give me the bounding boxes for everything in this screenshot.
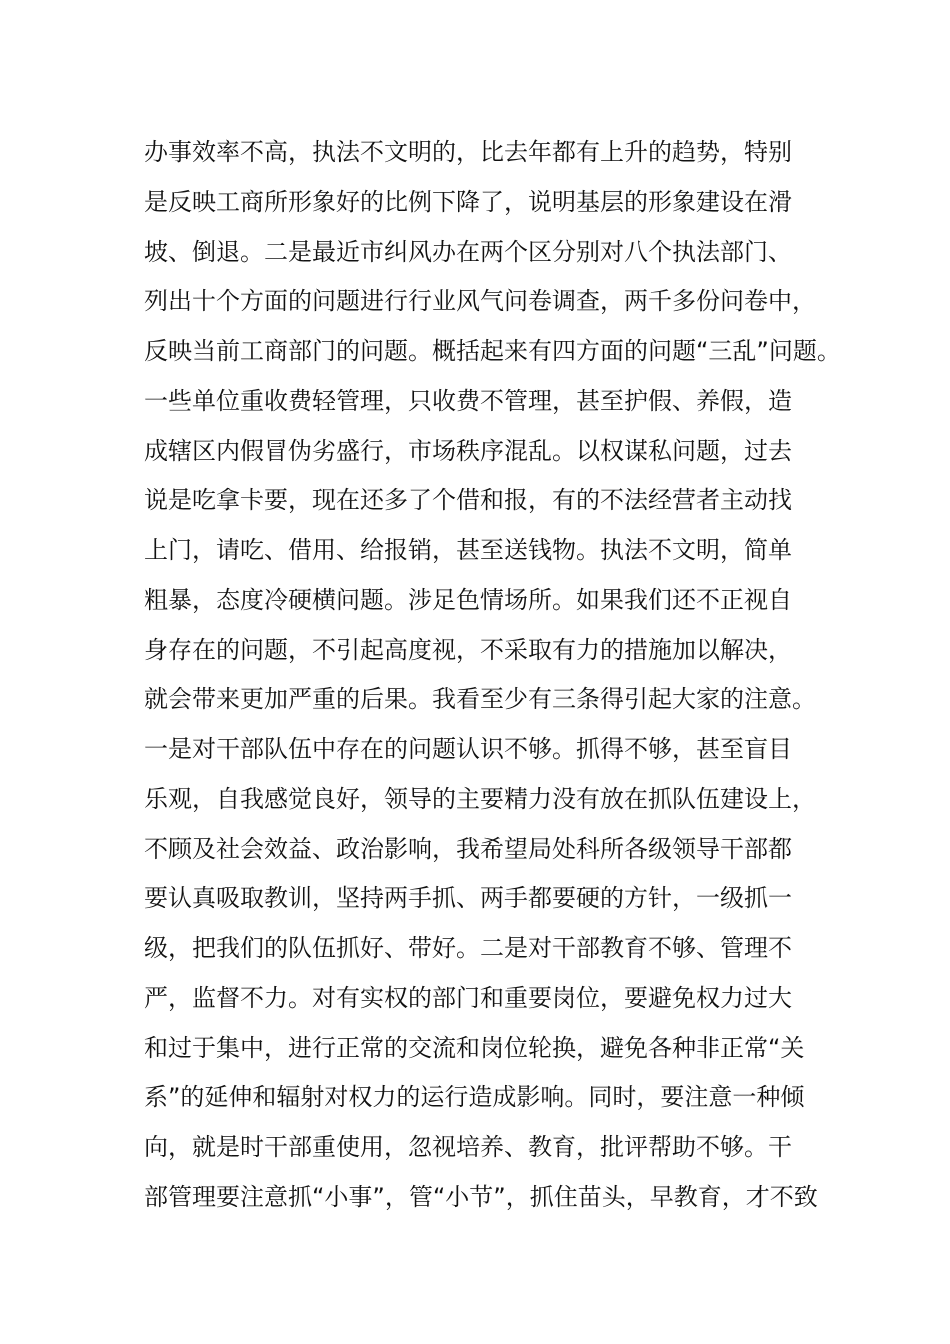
- text-line: 上门，请吃、借用、给报销，甚至送钱物。执法不文明，简单: [144, 536, 792, 564]
- text-line: 向，就是时干部重使用，忽视培养、教育，批评帮助不够。干: [144, 1133, 792, 1161]
- text-line: 不顾及社会效益、政治影响，我希望局处科所各级领导干部都: [144, 834, 792, 863]
- text-line: 和过于集中，进行正常的交流和岗位轮换，避免各种非正常“关: [144, 1033, 805, 1062]
- text-line: 部管理要注意抓“小事”，管“小节”，抓住苗头，早教育，才不致: [144, 1182, 818, 1211]
- text-line: 要认真吸取教训，坚持两手抓、两手都要硬的方针，一级抓一: [144, 884, 792, 913]
- text-line: 办事效率不高，执法不文明的，比去年都有上升的趋势，特别: [144, 138, 792, 166]
- text-line: 反映当前工商部门的问题。概括起来有四方面的问题“三乱”问题。: [144, 337, 841, 365]
- text-line: 说是吃拿卡要，现在还多了个借和报，有的不法经营者主动找: [144, 486, 792, 515]
- text-line: 是反映工商所形象好的比例下降了，说明基层的形象建设在滑: [144, 187, 792, 216]
- text-line: 坡、倒退。二是最近市纠风办在两个区分别对八个执法部门、: [144, 237, 792, 266]
- text-line: 身存在的问题，不引起高度视，不采取有力的措施加以解决，: [144, 635, 792, 664]
- text-line: 粗暴，态度冷硬横问题。涉足色情场所。如果我们还不正视自: [144, 585, 792, 614]
- body-text: [144, 128, 841, 1223]
- text-line: 系”的延伸和辐射对权力的运行造成影响。同时，要注意一种倾: [144, 1083, 805, 1112]
- text-line: 乐观，自我感觉良好，领导的主要精力没有放在抓队伍建设上，: [144, 784, 816, 813]
- text-line: 级，把我们的队伍抓好、带好。二是对干部教育不够、管理不: [144, 934, 792, 962]
- text-line: 严，监督不力。对有实权的部门和重要岗位，要避免权力过大: [144, 983, 792, 1012]
- text-line: 列出十个方面的问题进行行业风气问卷调查，两千多份问卷中，: [144, 287, 816, 316]
- text-line: 成辖区内假冒伪劣盛行，市场秩序混乱。以权谋私问题，过去: [144, 436, 792, 465]
- text-line: 一是对干部队伍中存在的问题认识不够。抓得不够，甚至盲目: [144, 735, 792, 763]
- text-line: 就会带来更加严重的后果。我看至少有三条得引起大家的注意。: [144, 685, 816, 714]
- text-line: 一些单位重收费轻管理，只收费不管理，甚至护假、养假，造: [144, 386, 792, 415]
